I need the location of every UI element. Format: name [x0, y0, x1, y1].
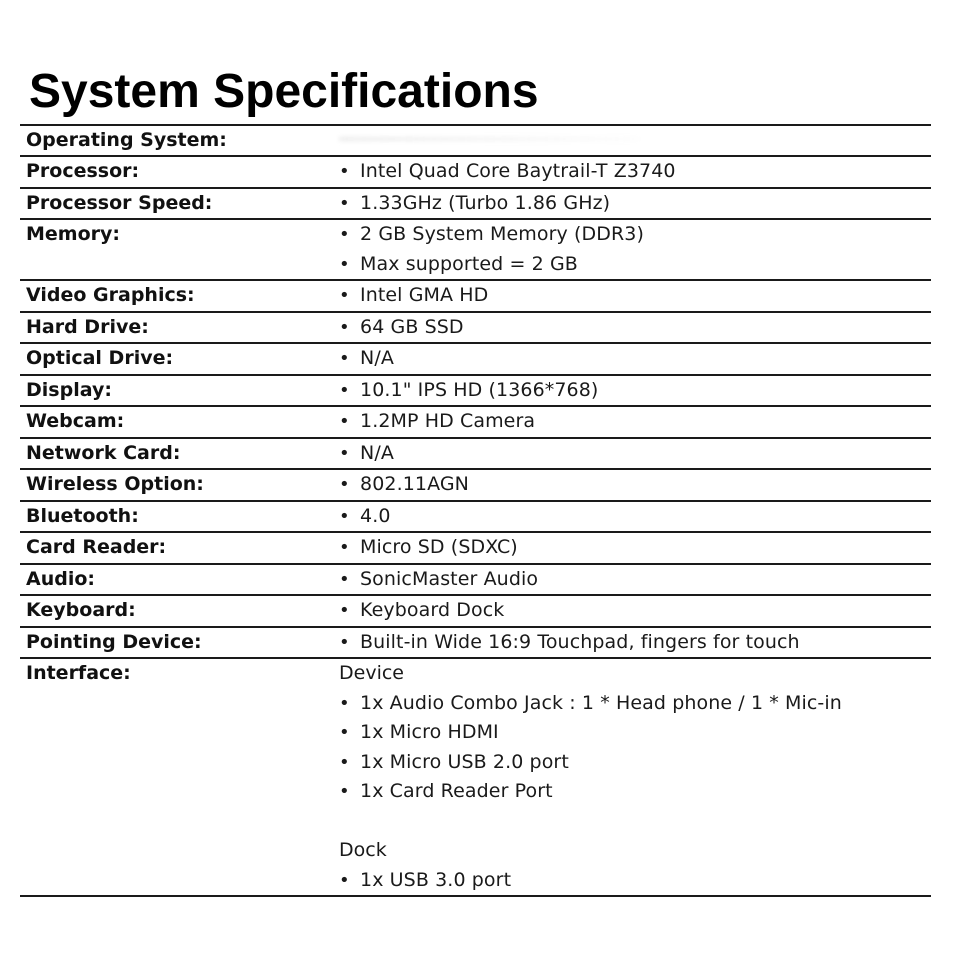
spec-row: [20, 468, 931, 500]
spec-row: [20, 279, 931, 311]
spec-label: Video Graphics:: [26, 284, 195, 306]
spec-row: [20, 187, 931, 219]
spec-label: Processor Speed:: [26, 191, 213, 214]
spec-value: • Keyboard Dock: [339, 596, 931, 626]
spec-row: [20, 437, 931, 469]
bullet-icon: •: [339, 442, 350, 464]
spec-values: [339, 376, 931, 406]
redacted-value: [339, 137, 639, 141]
spec-values: [339, 439, 931, 469]
interface-device-item: • 1x Audio Combo Jack : 1 * Head phone / 1 * Mic-in: [339, 689, 931, 719]
spec-label: Network Card:: [26, 441, 181, 464]
bullet-icon: •: [339, 600, 350, 621]
spec-value: • 10.1" IPS HD (1366*768): [339, 376, 931, 406]
spec-row: [20, 126, 931, 155]
spec-label: Display:: [26, 378, 112, 401]
spec-label: Interface:: [26, 662, 131, 684]
spec-values: [339, 565, 931, 595]
spec-label: Operating System:: [26, 129, 227, 151]
spec-values: [339, 533, 931, 563]
spec-table: [20, 124, 931, 897]
bullet-icon: •: [339, 505, 350, 527]
spec-row: [20, 594, 931, 626]
bullet-icon: •: [339, 253, 350, 275]
spec-values: [339, 659, 931, 895]
spec-row: [20, 563, 931, 595]
bullet-icon: •: [339, 161, 350, 182]
spec-value: • 4.0: [339, 502, 931, 532]
spec-value: • Intel Quad Core Baytrail-T Z3740: [339, 157, 931, 187]
spec-row-interface: [20, 657, 931, 895]
spec-value: • SonicMaster Audio: [339, 565, 931, 595]
spec-values: [339, 470, 931, 500]
spec-values: [339, 157, 931, 187]
spec-values: [339, 596, 931, 626]
spec-row: [20, 405, 931, 437]
bullet-icon: •: [339, 631, 350, 653]
spec-value: • Built-in Wide 16:9 Touchpad, fingers for touch: [339, 628, 931, 658]
spec-row: [20, 342, 931, 374]
bullet-icon: •: [339, 537, 350, 558]
spec-value: • 64 GB SSD: [339, 313, 931, 343]
bullet-icon: •: [339, 411, 350, 432]
spec-label: Keyboard:: [26, 599, 136, 621]
spec-values: [339, 126, 931, 155]
spec-value: • Micro SD (SDXC): [339, 533, 931, 563]
bullet-icon: •: [339, 751, 350, 773]
bullet-icon: •: [339, 316, 350, 338]
spec-values: [339, 281, 931, 311]
interface-device-item: • 1x Micro HDMI: [339, 718, 931, 748]
spec-row: [20, 500, 931, 532]
spec-value: • Intel GMA HD: [339, 281, 931, 311]
spec-row: [20, 311, 931, 343]
spec-value: • 2 GB System Memory (DDR3): [339, 220, 931, 250]
spec-label: Bluetooth:: [26, 504, 139, 527]
spec-label: Pointing Device:: [26, 630, 202, 653]
spec-label: Processor:: [26, 160, 140, 182]
spec-row: [20, 531, 931, 563]
spec-values: [339, 407, 931, 437]
bullet-icon: •: [339, 224, 350, 245]
spec-values: [339, 220, 931, 279]
bullet-icon: •: [339, 474, 350, 495]
spec-label: Wireless Option:: [26, 473, 204, 495]
bullet-icon: •: [339, 722, 350, 743]
bullet-icon: •: [339, 781, 350, 802]
spec-value: • 1.33GHz (Turbo 1.86 GHz): [339, 189, 931, 219]
spec-row: [20, 155, 931, 187]
spec-label: Audio:: [26, 567, 95, 590]
spec-label: Card Reader:: [26, 536, 167, 558]
spec-row: [20, 374, 931, 406]
spec-row: [20, 626, 931, 658]
spec-value: • N/A: [339, 439, 931, 469]
spec-label: Optical Drive:: [26, 347, 174, 369]
spec-values: [339, 344, 931, 374]
spec-value: • 802.11AGN: [339, 470, 931, 500]
bullet-icon: •: [339, 568, 350, 590]
spec-label: Webcam:: [26, 410, 125, 432]
bullet-icon: •: [339, 285, 350, 306]
interface-device-heading: Device: [339, 662, 404, 684]
interface-device-item: • 1x Card Reader Port: [339, 777, 931, 807]
spec-value: • N/A: [339, 344, 931, 374]
spec-values: [339, 628, 931, 658]
spec-values: [339, 313, 931, 343]
spec-values: [339, 502, 931, 532]
spec-value: • Max supported = 2 GB: [339, 250, 931, 280]
interface-device-item: • 1x Micro USB 2.0 port: [339, 748, 931, 778]
page-title: System Specifications: [29, 65, 539, 118]
bullet-icon: •: [339, 192, 350, 214]
interface-dock-heading: Dock: [339, 839, 387, 861]
spec-label: Hard Drive:: [26, 315, 149, 338]
spec-values: [339, 189, 931, 219]
bullet-icon: •: [339, 348, 350, 369]
spec-label: Memory:: [26, 223, 120, 245]
spec-value: • 1.2MP HD Camera: [339, 407, 931, 437]
spacer: [339, 807, 931, 837]
bullet-icon: •: [339, 869, 350, 891]
bullet-icon: •: [339, 379, 350, 401]
interface-dock-item: • 1x USB 3.0 port: [339, 866, 931, 896]
spec-row: [20, 218, 931, 279]
bullet-icon: •: [339, 692, 350, 714]
